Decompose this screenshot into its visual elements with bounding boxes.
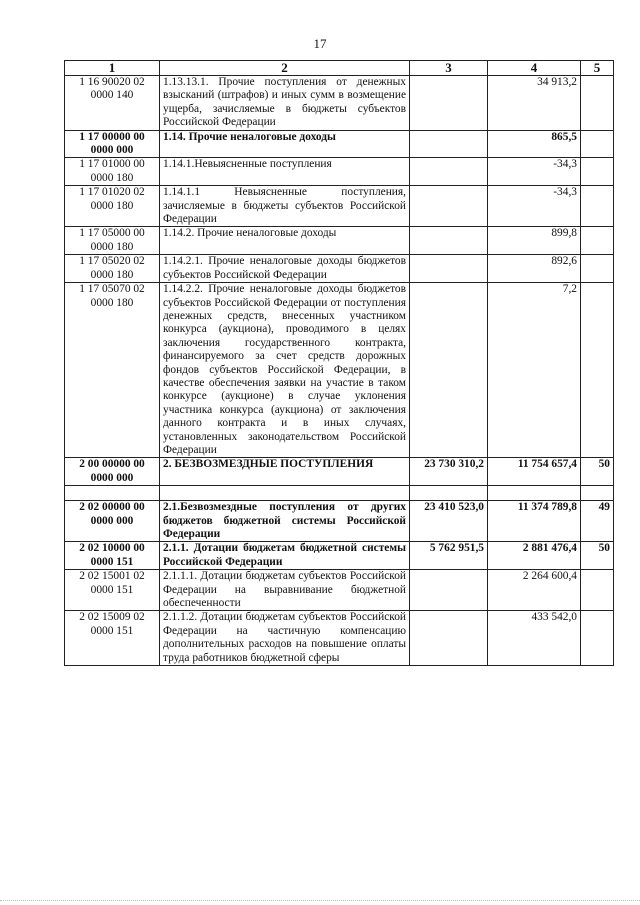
row-percent-cell	[581, 76, 614, 131]
table-row	[65, 76, 614, 131]
row-code-cell: 2 02 15009 02 0000 151	[65, 611, 160, 666]
row-plan-cell	[410, 570, 488, 611]
table-header-row	[65, 61, 614, 76]
row-name-cell: 2. БЕЗВОЗМЕЗДНЫЕ ПОСТУПЛЕНИЯ	[160, 458, 410, 486]
header-col-percent: 5	[581, 61, 614, 76]
row-code-cell: 1 17 05020 02 0000 180	[65, 255, 160, 283]
row-plan-cell	[410, 227, 488, 255]
table-row	[65, 283, 614, 458]
row-fact-cell: 2 881 476,4	[488, 542, 581, 570]
table-body	[65, 76, 614, 666]
row-name-cell: 1.14.1.Невыясненные поступления	[160, 158, 410, 186]
row-plan-cell	[410, 186, 488, 227]
table-row	[65, 158, 614, 186]
table-row	[65, 130, 614, 158]
row-code-cell: 1 17 05000 00 0000 180	[65, 227, 160, 255]
row-percent-cell	[581, 486, 614, 501]
table-row	[65, 186, 614, 227]
row-code-cell: 1 16 90020 02 0000 140	[65, 76, 160, 131]
row-percent-cell: 50	[581, 542, 614, 570]
row-name-cell: 1.14.2.1. Прочие неналоговые доходы бюджетов субъектов Российской Федерации	[160, 255, 410, 283]
row-code-cell: 1 17 05070 02 0000 180	[65, 283, 160, 458]
budget-revenue-table	[64, 60, 614, 666]
row-name-cell: 1.14.1.1 Невыясненные поступления, зачисляемые в бюджеты субъектов Российской Федерации	[160, 186, 410, 227]
row-name-cell: 1.13.13.1. Прочие поступления от денежных взысканий (штрафов) и иных сумм в возмещение ущерба, зачисляемые в бюджеты субъектов Российской Федерации	[160, 76, 410, 131]
row-name-cell	[160, 486, 410, 501]
row-fact-cell	[488, 486, 581, 501]
row-code-cell: 2 00 00000 00 0000 000	[65, 458, 160, 486]
row-fact-cell: 865,5	[488, 130, 581, 158]
header-col-code: 1	[65, 61, 160, 76]
row-plan-cell	[410, 283, 488, 458]
row-percent-cell	[581, 283, 614, 458]
row-name-cell: 2.1.1. Дотации бюджетам бюджетной системы Российской Федерации	[160, 542, 410, 570]
row-code-cell	[65, 486, 160, 501]
row-plan-cell: 5 762 951,5	[410, 542, 488, 570]
row-fact-cell: -34,3	[488, 158, 581, 186]
table-row	[65, 611, 614, 666]
row-fact-cell: 433 542,0	[488, 611, 581, 666]
row-name-cell: 2.1.1.2. Дотации бюджетам субъектов Российской Федерации на частичную компенсацию дополнительных расходов на повышение оплаты труда работников бюджетной сферы	[160, 611, 410, 666]
row-plan-cell	[410, 158, 488, 186]
table-row	[65, 255, 614, 283]
row-percent-cell	[581, 158, 614, 186]
row-code-cell: 1 17 01020 02 0000 180	[65, 186, 160, 227]
row-percent-cell	[581, 130, 614, 158]
row-code-cell: 2 02 10000 00 0000 151	[65, 542, 160, 570]
table-row	[65, 542, 614, 570]
row-code-cell: 2 02 00000 00 0000 000	[65, 501, 160, 542]
row-plan-cell: 23 730 310,2	[410, 458, 488, 486]
row-percent-cell: 49	[581, 501, 614, 542]
header-col-name: 2	[160, 61, 410, 76]
row-fact-cell: 11 374 789,8	[488, 501, 581, 542]
page-number: 17	[313, 36, 327, 51]
row-percent-cell	[581, 255, 614, 283]
table-row	[65, 227, 614, 255]
row-percent-cell	[581, 227, 614, 255]
row-name-cell: 1.14.2.2. Прочие неналоговые доходы бюджетов субъектов Российской Федерации от поступления денежных средств, внесенных участником конкурса (аукциона), проводимого в целях заключения государственного контракта, финансируемого за счет средств дорожных фондов субъектов Российской Федерации, в качестве обеспечения заявки на участие в таком конкурсе (аукционе) в случае уклонения участника конкурса (аукциона) от заключения данного контракта и в иных случаях, установленных законодательством Российской Федерации	[160, 283, 410, 458]
row-plan-cell	[410, 486, 488, 501]
scan-edge-line	[0, 900, 640, 901]
row-plan-cell	[410, 611, 488, 666]
row-percent-cell	[581, 186, 614, 227]
table-row	[65, 486, 614, 501]
row-name-cell: 1.14. Прочие неналоговые доходы	[160, 130, 410, 158]
row-plan-cell	[410, 130, 488, 158]
row-percent-cell	[581, 611, 614, 666]
row-name-cell: 2.1.1.1. Дотации бюджетам субъектов Российской Федерации на выравнивание бюджетной обеспеченности	[160, 570, 410, 611]
row-fact-cell: 11 754 657,4	[488, 458, 581, 486]
table-row	[65, 570, 614, 611]
row-fact-cell: -34,3	[488, 186, 581, 227]
row-code-cell: 1 17 00000 00 0000 000	[65, 130, 160, 158]
row-code-cell: 1 17 01000 00 0000 180	[65, 158, 160, 186]
row-fact-cell: 7,2	[488, 283, 581, 458]
row-name-cell: 1.14.2. Прочие неналоговые доходы	[160, 227, 410, 255]
row-plan-cell: 23 410 523,0	[410, 501, 488, 542]
row-fact-cell: 2 264 600,4	[488, 570, 581, 611]
row-name-cell: 2.1.Безвозмездные поступления от других бюджетов бюджетной системы Российской Федерации	[160, 501, 410, 542]
row-fact-cell: 899,8	[488, 227, 581, 255]
table-row	[65, 501, 614, 542]
row-percent-cell	[581, 570, 614, 611]
row-fact-cell: 34 913,2	[488, 76, 581, 131]
header-col-plan: 3	[410, 61, 488, 76]
header-col-fact: 4	[488, 61, 581, 76]
row-percent-cell: 50	[581, 458, 614, 486]
row-code-cell: 2 02 15001 02 0000 151	[65, 570, 160, 611]
row-plan-cell	[410, 76, 488, 131]
table-row	[65, 458, 614, 486]
row-fact-cell: 892,6	[488, 255, 581, 283]
row-plan-cell	[410, 255, 488, 283]
